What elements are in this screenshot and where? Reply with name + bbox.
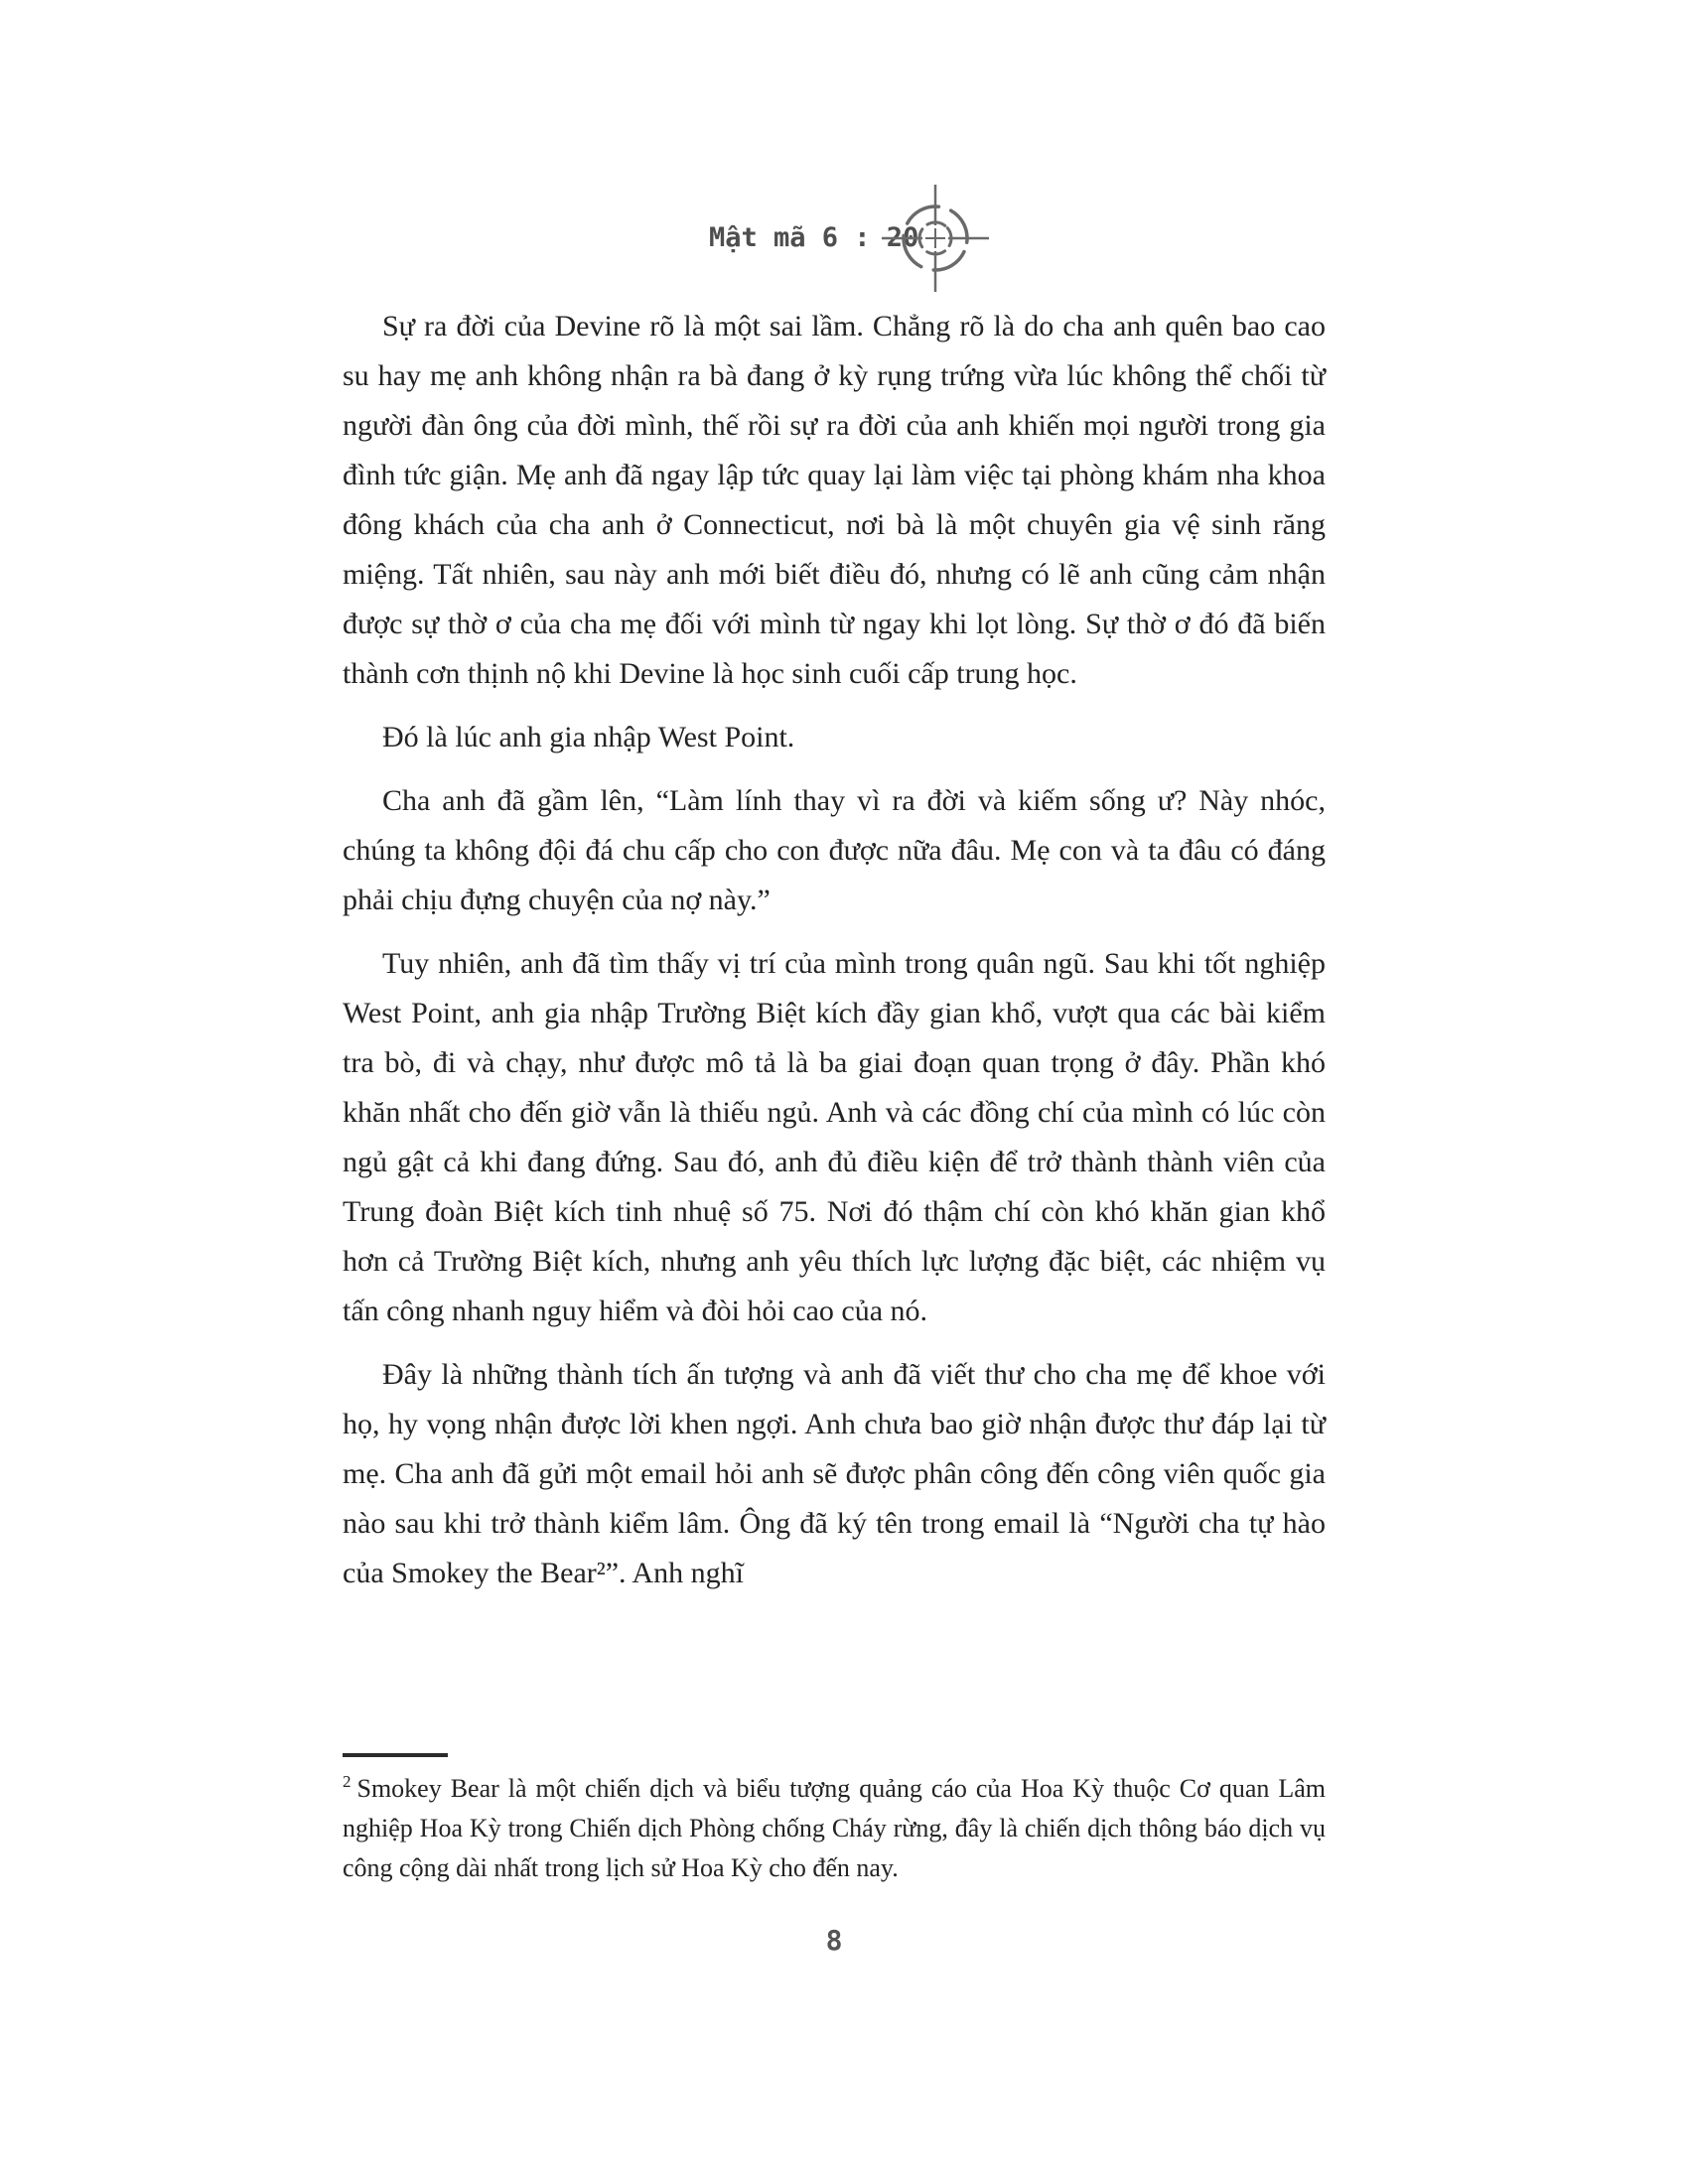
footnote-marker: 2	[343, 1772, 352, 1792]
paragraph: Sự ra đời của Devine rõ là một sai lầm. Chẳng rõ là do cha anh quên bao cao su hay mẹ anh không nhận ra bà đang ở kỳ rụng trứng vừa lúc không thể chối từ người đàn ông của đời mình, thế rồi sự ra đời của anh khiến mọi người trong gia đình tức giận. Mẹ anh đã ngay lập tức quay lại làm việc tại phòng khám nha khoa đông khách của cha anh ở Connecticut, nơi bà là một chuyên gia vệ sinh răng miệng. Tất nhiên, sau này anh mới biết điều đó, nhưng có lẽ anh cũng cảm nhận được sự thờ ơ của cha mẹ đối với mình từ ngay khi lọt lòng. Sự thờ ơ đó đã biến thành cơn thịnh nộ khi Devine là học sinh cuối cấp trung học.	[343, 310, 1326, 690]
chapter-title: Mật mã 6 : 20	[709, 222, 919, 253]
paragraph: Đó là lúc anh gia nhập West Point.	[382, 721, 795, 753]
crosshair-icon	[881, 184, 990, 293]
footnote-text	[343, 1769, 1326, 1888]
footnote	[343, 1753, 1326, 1888]
page-number: 8	[825, 1924, 843, 1957]
footnote-body-text: Smokey Bear là một chiến dịch và biểu tượng quảng cáo của Hoa Kỳ thuộc Cơ quan Lâm nghiệp Hoa Kỳ trong Chiến dịch Phòng chống Cháy rừng, đây là chiến dịch thông báo dịch vụ công cộng dài nhất trong lịch sử Hoa Kỳ cho đến nay.	[343, 1774, 1326, 1882]
paragraph: Đây là những thành tích ấn tượng và anh đã viết thư cho cha mẹ để khoe với họ, hy vọng nhận được lời khen ngợi. Anh chưa bao giờ nhận được thư đáp lại từ mẹ. Cha anh đã gửi một email hỏi anh sẽ được phân công đến công viên quốc gia nào sau khi trở thành kiểm lâm. Ông đã ký tên trong email là “Người cha tự hào của Smokey the Bear²”. Anh nghĩ	[343, 1358, 1326, 1589]
body-text	[343, 302, 1326, 1612]
footnote-divider	[343, 1753, 448, 1757]
paragraph: Tuy nhiên, anh đã tìm thấy vị trí của mình trong quân ngũ. Sau khi tốt nghiệp West Point, anh gia nhập Trường Biệt kích đầy gian khổ, vượt qua các bài kiểm tra bò, đi và chạy, như được mô tả là ba giai đoạn quan trọng ở đây. Phần khó khăn nhất cho đến giờ vẫn là thiếu ngủ. Anh và các đồng chí của mình có lúc còn ngủ gật cả khi đang đứng. Sau đó, anh đủ điều kiện để trở thành thành viên của Trung đoàn Biệt kích tinh nhuệ số 75. Nơi đó thậm chí còn khó khăn gian khổ hơn cả Trường Biệt kích, nhưng anh yêu thích lực lượng đặc biệt, các nhiệm vụ tấn công nhanh nguy hiểm và đòi hỏi cao của nó.	[343, 947, 1326, 1327]
paragraph: Cha anh đã gầm lên, “Làm lính thay vì ra đời và kiếm sống ư? Này nhóc, chúng ta không đội đá chu cấp cho con được nữa đâu. Mẹ con và ta đâu có đáng phải chịu đựng chuyện của nợ này.”	[343, 784, 1326, 916]
page-header	[0, 189, 1688, 298]
